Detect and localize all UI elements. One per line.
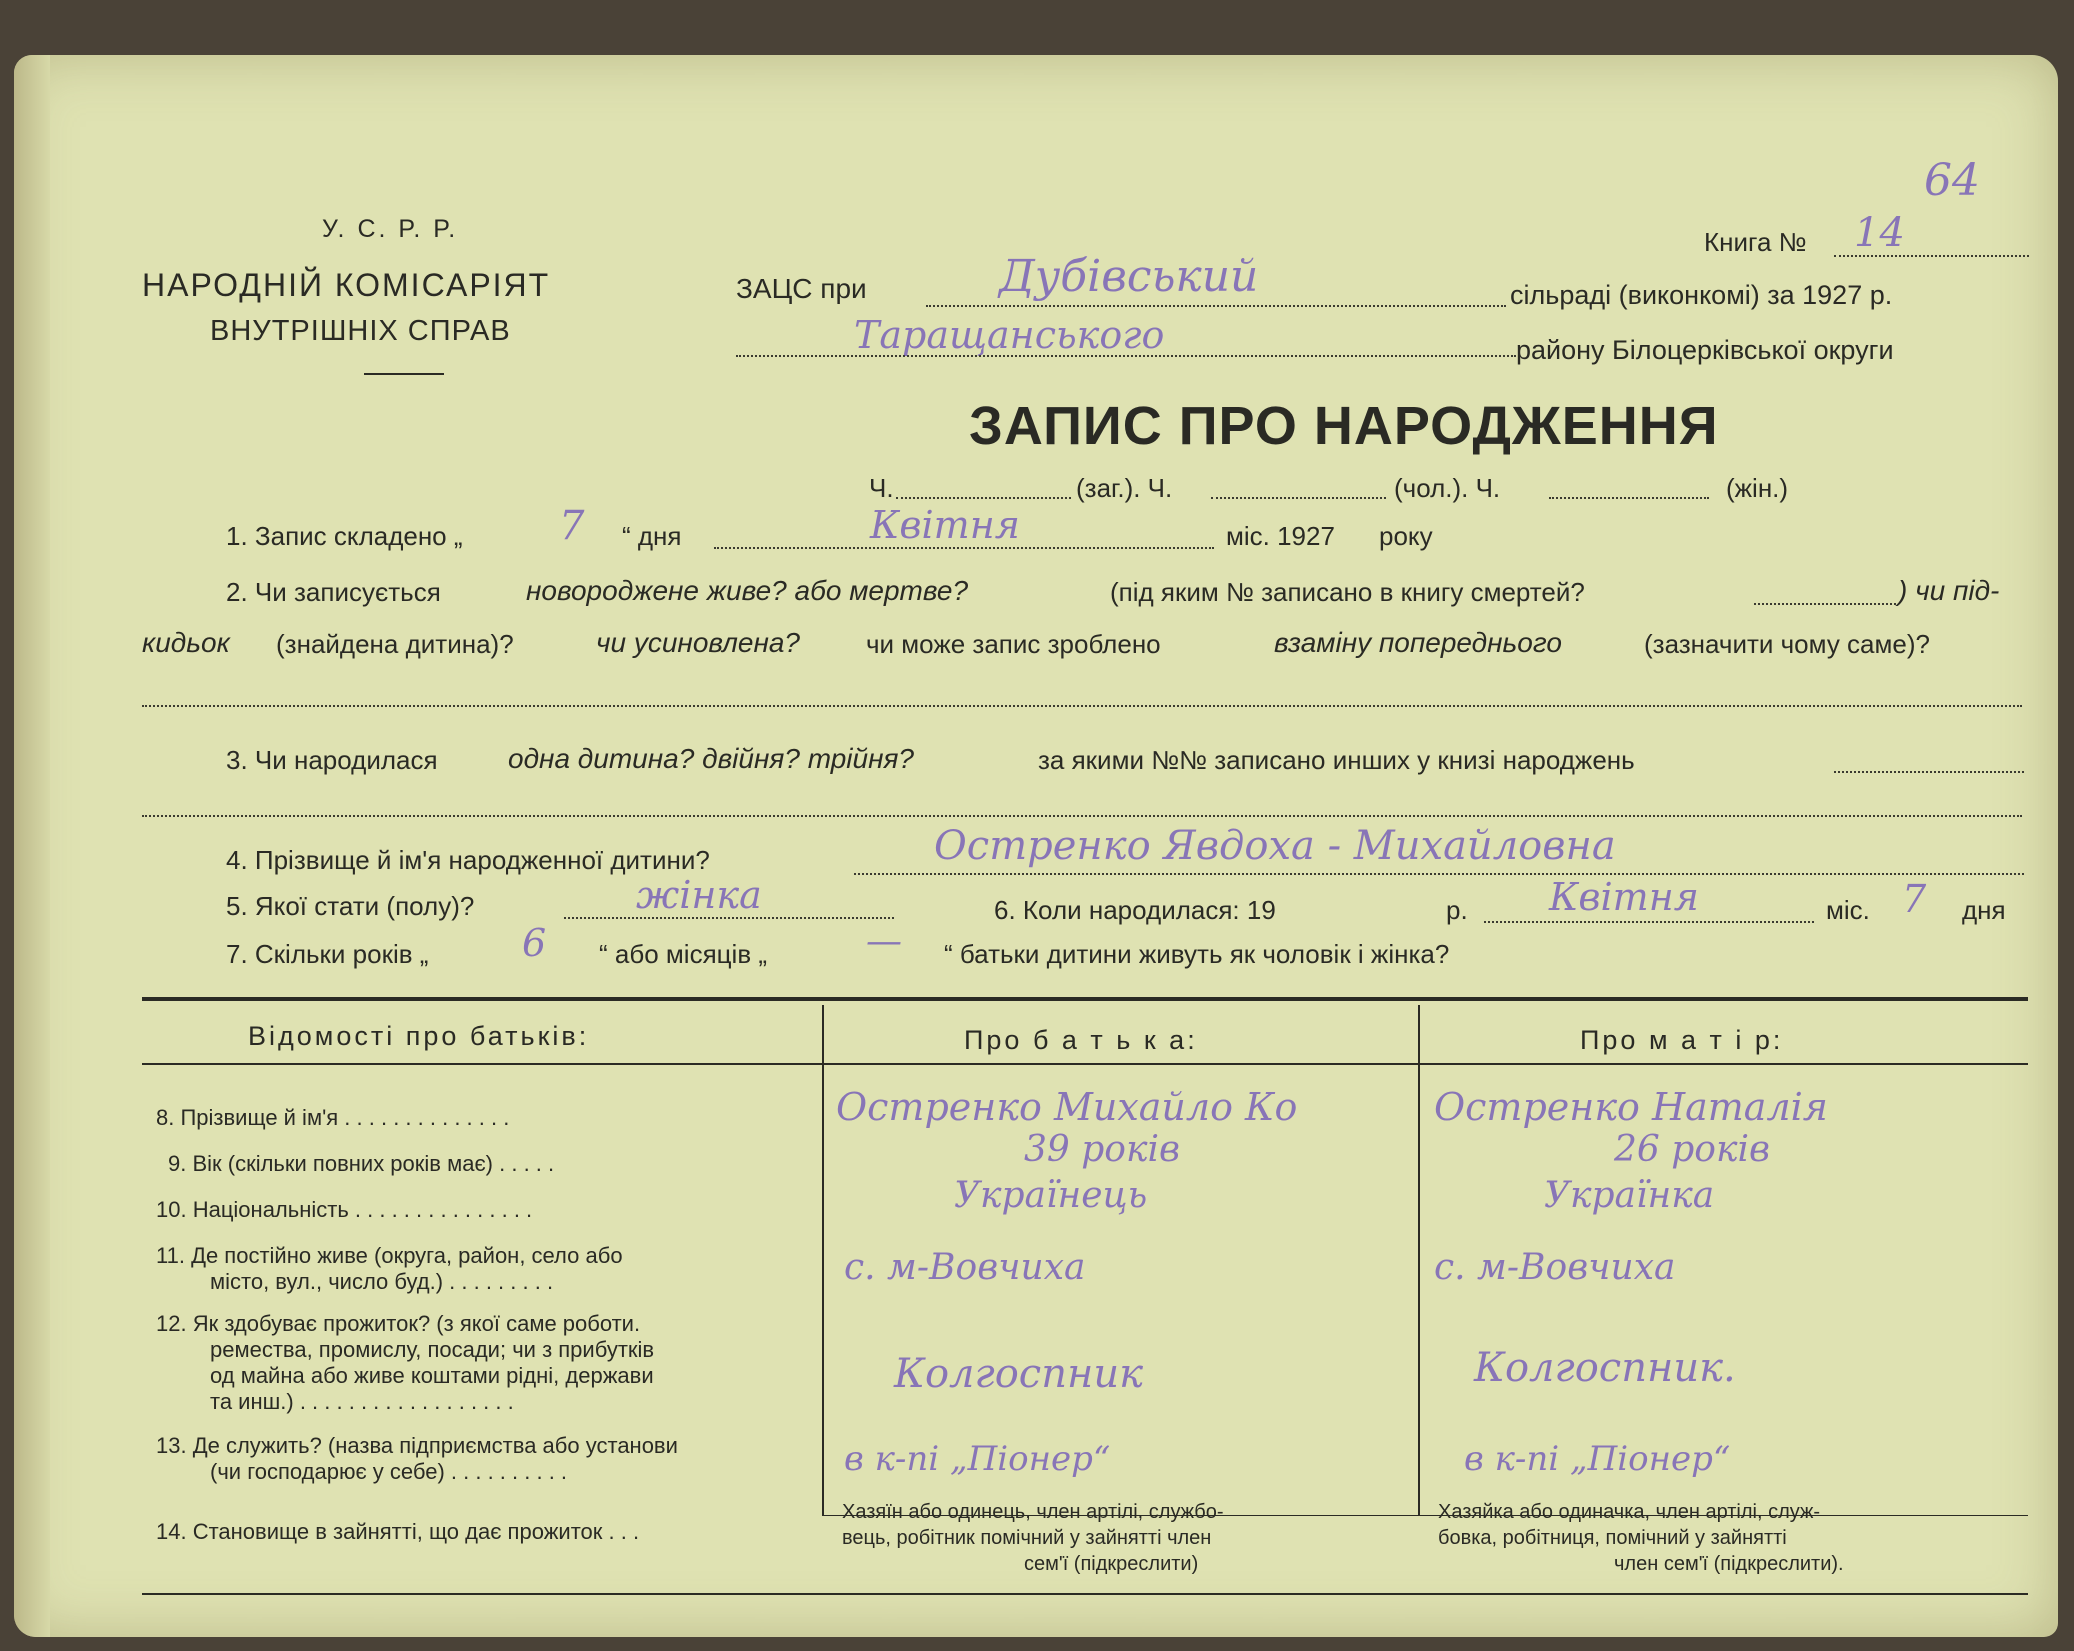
page-mark: 64 <box>1924 155 1980 206</box>
row-9-label: 9. Вік (скільки повних років має) . . . . . <box>168 1151 555 1176</box>
item-7-b: “ або місяців „ <box>599 939 768 969</box>
row-10-label: 10. Національність . . . . . . . . . . . . . . . <box>156 1197 533 1222</box>
item-1-label: 1. Запис складено „ <box>226 521 463 551</box>
item-6-month: Квітня <box>1549 875 1699 919</box>
table-top-rule <box>142 997 2028 1001</box>
silrada-handwritten: Дубівський <box>999 251 1259 302</box>
row-14-mother-2: бовка, робітниця, помічний у зайнятті <box>1438 1527 1787 1549</box>
num-ch1: Ч. <box>869 473 894 503</box>
book-number: 14 <box>1854 210 1905 256</box>
item-7-a: 7. Скільки років „ <box>226 939 429 969</box>
item-2-a: 2. Чи записується <box>226 577 441 607</box>
row-10-mother: Українка <box>1544 1175 1715 1216</box>
row-14-father-2: вець, робітник помічний у зайнятті член <box>842 1527 1212 1549</box>
row-8-mother: Остренко Наталія <box>1434 1085 1828 1129</box>
row-14-father-1: Хазяїн або одинець, член артілі, службо- <box>842 1501 1224 1523</box>
table-bottom-rule <box>142 1593 2028 1595</box>
row-14-label: 14. Становище в зайнятті, що дає прожиток . . . <box>156 1519 640 1544</box>
item-1-dots <box>714 547 1214 549</box>
item-3-b: одна дитина? двійня? трійня? <box>508 743 914 774</box>
item-2-e: кидьок <box>142 627 230 658</box>
row-12-label: 12. Як здобуває прожиток? (з якої саме роботи. <box>156 1311 641 1336</box>
item-3-c: за якими №№ записано инших у книзі народжень <box>1038 745 1635 775</box>
item-1-dnya: “ дня <box>622 521 682 551</box>
item-2-c: (під яким № записано в книгу смертей? <box>1110 577 1585 607</box>
row-12-label-4: та инш.) . . . . . . . . . . . . . . . . . . <box>210 1389 514 1414</box>
item-5-label: 5. Якої стати (полу)? <box>226 891 475 921</box>
row-11-father: с. м-Вовчиха <box>844 1247 1086 1288</box>
row-10-father: Українець <box>954 1175 1148 1216</box>
item-7-c: “ батьки дитини живуть як чоловік і жінка? <box>944 939 1450 969</box>
item-3-dots-2 <box>142 815 2022 817</box>
row-13-mother: в к-пі „Піонер“ <box>1464 1439 1731 1479</box>
header-divider <box>364 373 444 375</box>
document-title: ЗАПИС ПРО НАРОДЖЕННЯ <box>969 396 1719 456</box>
item-6-day: 7 <box>1902 877 1927 921</box>
usrr-label: У. С. Р. Р. <box>322 215 459 243</box>
row-12-label-3: од майна або живе коштами рідні, держави <box>210 1363 654 1388</box>
row-12-label-2: ремества, промислу, посади; чи з прибутків <box>210 1337 655 1362</box>
book-label: Книга № <box>1704 227 1807 257</box>
num-dots-2 <box>1211 497 1386 499</box>
item-1-year: міс. 1927 <box>1226 521 1335 551</box>
item-2-j: (зазначити чому саме)? <box>1644 629 1930 659</box>
item-6-mis: міс. <box>1826 895 1870 925</box>
item-2-f: (знайдена дитина)? <box>276 629 514 659</box>
item-2-i: взаміну попереднього <box>1274 627 1562 658</box>
item-7-months: — <box>866 921 902 962</box>
item-2-dots-2 <box>142 705 2022 707</box>
row-11-label: 11. Де постійно живе (округа, район, село або <box>156 1243 623 1268</box>
table-col-divider-2 <box>1418 1005 1420 1515</box>
commissariat-line-1: НАРОДНІЙ КОМІСАРІЯТ <box>142 267 551 303</box>
silrada-dots <box>926 305 1506 307</box>
row-13-label-2: (чи господарює у себе) . . . . . . . . . . <box>210 1459 568 1484</box>
num-dots-3 <box>1549 497 1709 499</box>
row-13-father: в к-пі „Піонер“ <box>844 1439 1111 1479</box>
row-14-mother-3: член сем'ї (підкреслити). <box>1614 1553 1844 1575</box>
table-col-father: Про б а т ь к а: <box>964 1025 1198 1055</box>
table-col-mother: Про м а т і р: <box>1580 1025 1784 1055</box>
item-2-h: чи може запис зроблено <box>866 629 1161 659</box>
row-13-label: 13. Де служить? (назва підприємства або установи <box>156 1433 678 1458</box>
row-11-label-2: місто, вул., число буд.) . . . . . . . . . <box>210 1269 554 1294</box>
item-1-roku: року <box>1379 521 1433 551</box>
item-1-day: 7 <box>559 503 585 549</box>
item-4-label: 4. Прізвище й ім'я народженної дитини? <box>226 845 710 875</box>
item-7-years: 6 <box>522 921 547 965</box>
num-zhin: (жін.) <box>1726 473 1789 503</box>
zacs-label: ЗАЦС при <box>736 273 867 304</box>
item-2-dots <box>1754 603 1896 605</box>
row-8-label: 8. Прізвище й ім'я . . . . . . . . . . . . . . <box>156 1105 510 1130</box>
table-col-divider-1 <box>822 1005 824 1515</box>
rayonu-label: району Білоцерківської округи <box>1516 335 1894 365</box>
row-14-father-3: сем'ї (підкреслити) <box>1024 1553 1199 1575</box>
item-6-dnya: дня <box>1962 895 2006 925</box>
rayon-handwritten: Таращанського <box>854 313 1165 357</box>
rayon-dots <box>736 355 1516 357</box>
num-dots-1 <box>896 497 1071 499</box>
item-2-d: ) чи під- <box>1898 575 2000 606</box>
row-11-mother: с. м-Вовчиха <box>1434 1247 1676 1288</box>
item-4-dots <box>854 873 2024 875</box>
row-8-father: Остренко Михайло Ко <box>836 1085 1298 1129</box>
table-col-info: Відомості про батьків: <box>248 1021 590 1051</box>
item-1-month: Квітня <box>870 503 1020 547</box>
row-12-mother: Колгоспник. <box>1474 1345 1736 1391</box>
item-2-b: новороджене живе? або мертве? <box>526 575 969 606</box>
num-zag: (заг.). Ч. <box>1076 473 1173 503</box>
item-3-dots <box>1834 771 2024 773</box>
item-4-child-name: Остренко Явдоха - Михайловна <box>934 823 1616 869</box>
row-12-father: Колгоспник <box>894 1351 1143 1397</box>
book-dots <box>1834 255 2029 257</box>
row-14-mother-1: Хазяйка або одиначка, член артілі, служ- <box>1438 1501 1821 1523</box>
record-card <box>14 55 2058 1637</box>
item-5-sex: жінка <box>636 873 762 917</box>
item-6-r: р. <box>1446 895 1468 925</box>
row-9-mother: 26 років <box>1614 1129 1770 1170</box>
item-2-g: чи усиновлена? <box>596 627 800 658</box>
item-3-a: 3. Чи народилася <box>226 745 438 775</box>
commissariat-line-2: ВНУТРІШНІХ СПРАВ <box>210 315 511 347</box>
item-6-label: 6. Коли народилася: 19 <box>994 895 1276 925</box>
num-chol: (чол.). Ч. <box>1394 473 1501 503</box>
item-5-dots <box>564 917 894 919</box>
silradi-label: сільраді (виконкомі) за 1927 р. <box>1510 280 1893 310</box>
row-9-father: 39 років <box>1024 1129 1180 1170</box>
item-6-dots <box>1484 921 1814 923</box>
card-edge <box>14 55 50 1637</box>
table-header-rule <box>142 1063 2028 1065</box>
